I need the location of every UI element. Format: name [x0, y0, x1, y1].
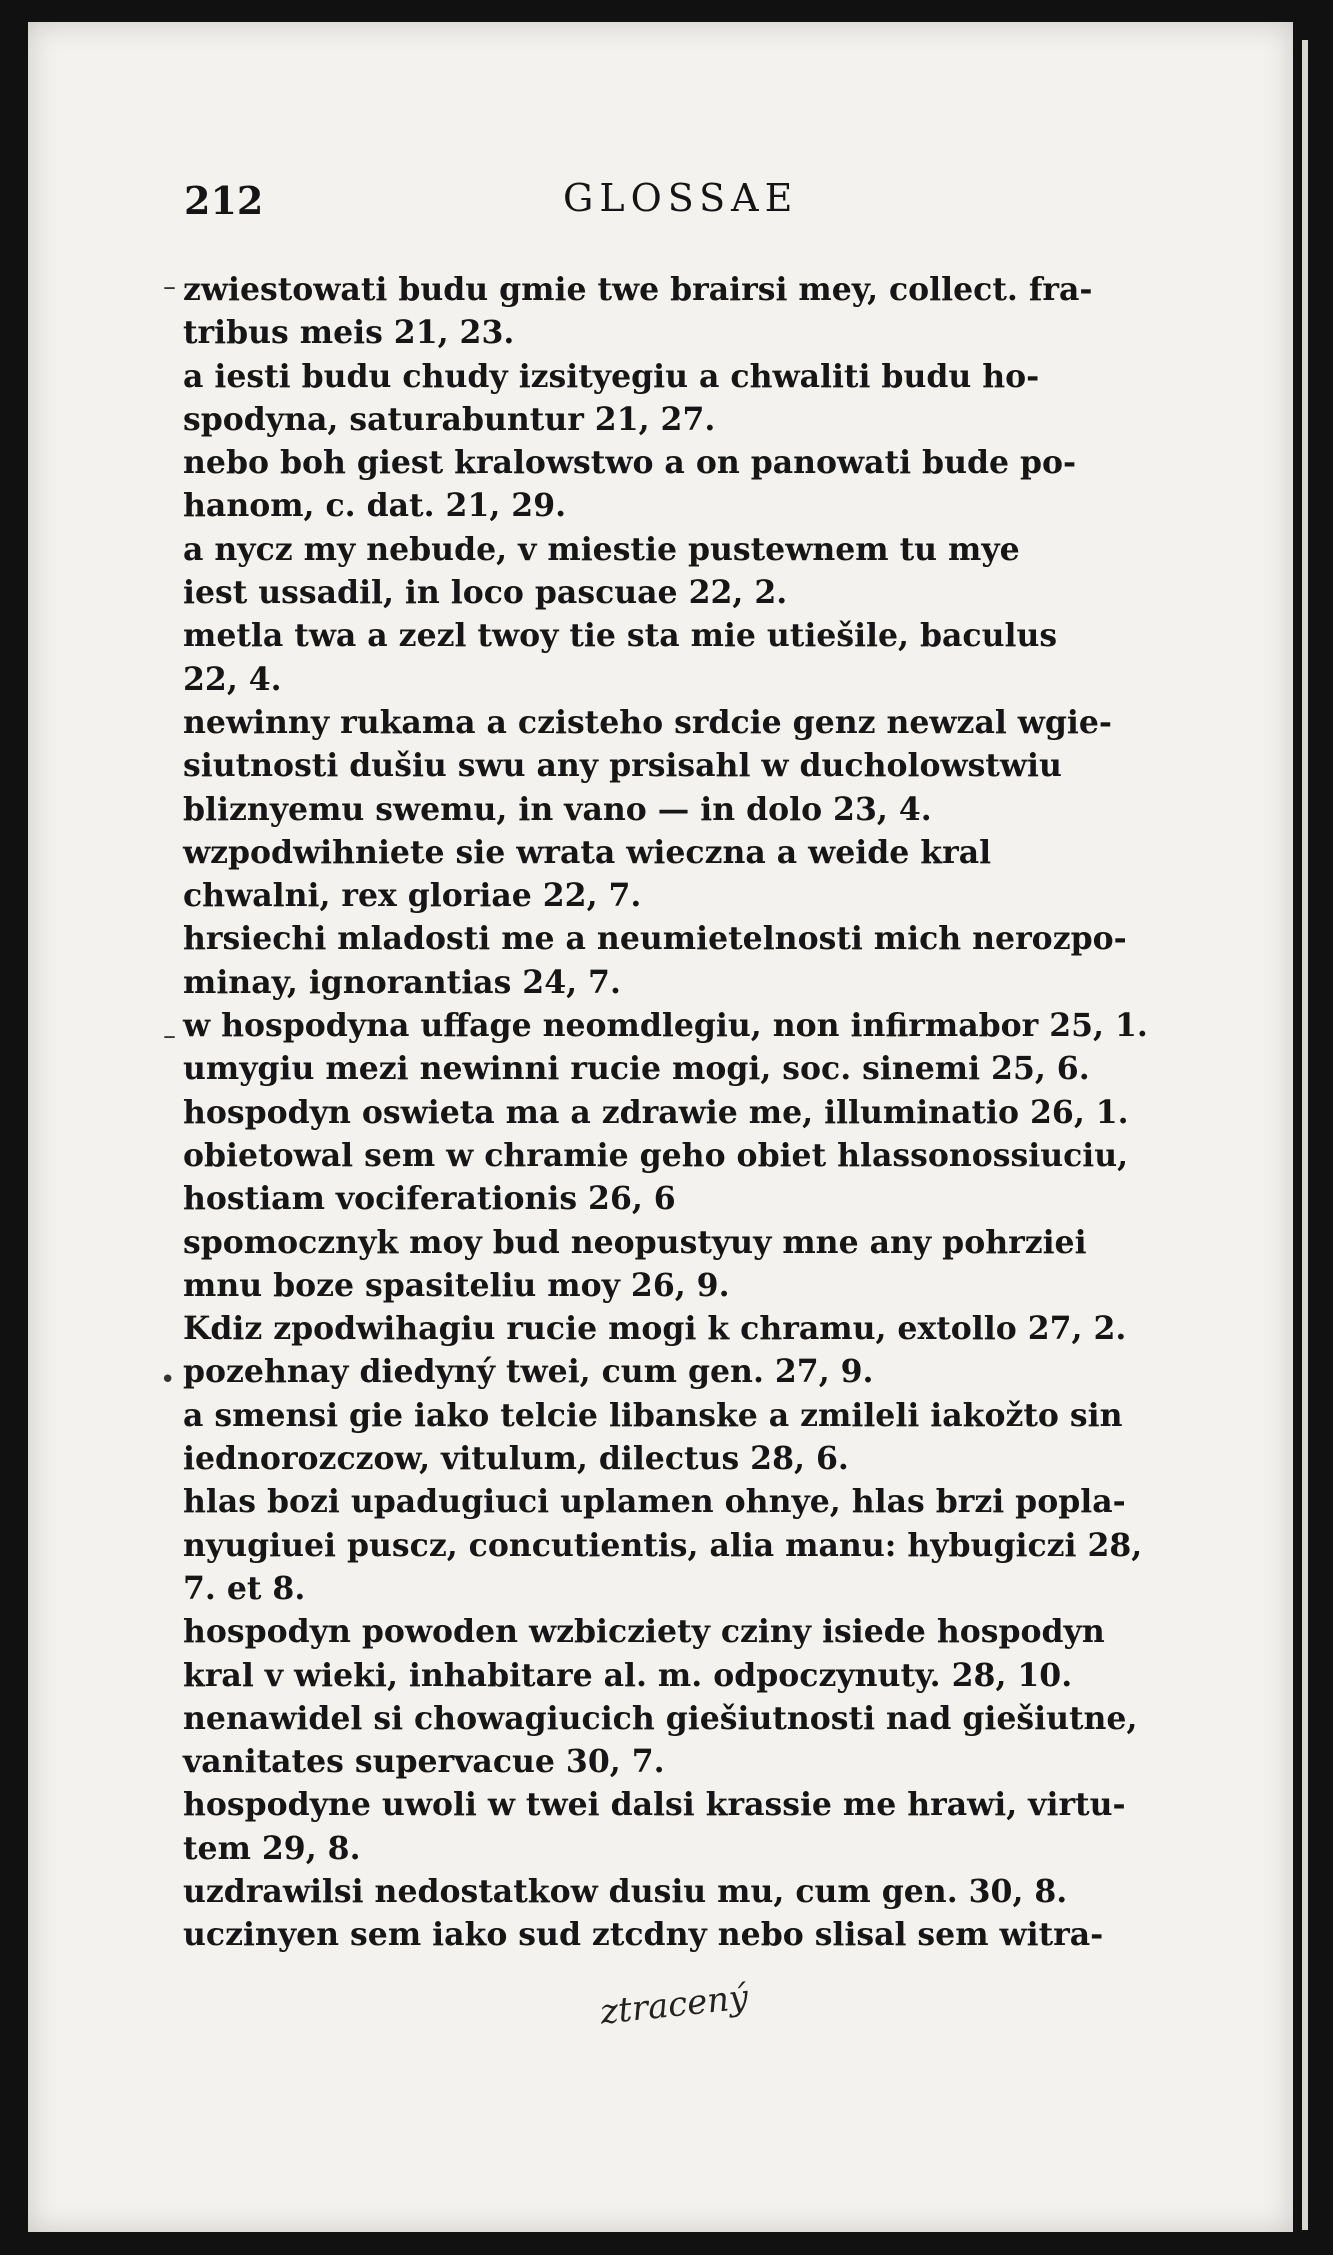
- margin-dash-mark: –: [163, 272, 176, 302]
- page-number: 212: [184, 178, 264, 223]
- text-line: a smensi gie iako telcie libanske a zmileli iakožto sin: [183, 1396, 1123, 1434]
- text-line: hlas bozi upadugiuci uplamen ohnye, hlas brzi popla-: [183, 1483, 1126, 1521]
- text-line: nebo boh giest kralowstwo a on panowati bude po-: [183, 444, 1077, 482]
- text-line: Kdiz zpodwihagiu rucie mogi k chramu, extollo 27, 2.: [183, 1310, 1127, 1348]
- text-line: a iesti budu chudy izsityegiu a chwaliti budu ho-: [183, 357, 1040, 395]
- text-line: kral v wieki, inhabitare al. m. odpoczynuty. 28, 10.: [183, 1656, 1073, 1694]
- running-title: GLOSSAE: [563, 176, 799, 220]
- text-line: hanom, c. dat. 21, 29.: [183, 487, 567, 525]
- text-line: spodyna, saturabuntur 21, 27.: [183, 400, 716, 438]
- handwritten-note: ztracený: [598, 1977, 751, 2033]
- text-line: uczinyen sem iako sud ztcdny nebo slisal sem witra-: [183, 1916, 1104, 1954]
- text-line: hostiam vociferationis 26, 6: [183, 1180, 676, 1218]
- page-header: [158, 170, 1208, 230]
- text-line: 22, 4.: [183, 660, 282, 698]
- text-line: minay, ignorantias 24, 7.: [183, 963, 621, 1001]
- text-line: 7. et 8.: [183, 1569, 306, 1607]
- text-line: hospodyne uwoli w twei dalsi krassie me hrawi, virtu-: [183, 1786, 1126, 1824]
- text-line: nenawidel si chowagiucich giešiutnosti nad giešiutne,: [183, 1699, 1138, 1737]
- text-line: mnu boze spasiteliu moy 26, 9.: [183, 1266, 730, 1304]
- margin-dash-mark: –: [163, 1021, 176, 1051]
- text-line: iednorozczow, vitulum, dilectus 28, 6.: [183, 1440, 849, 1478]
- text-line: zwiestowati budu gmie twe brairsi mey, collect. fra-: [183, 271, 1093, 308]
- text-line: bliznyemu swemu, in vano — in dolo 23, 4.: [183, 790, 932, 828]
- text-line: hrsiechi mladosti me a neumietelnosti mich nerozpo-: [183, 920, 1127, 958]
- text-line: a nycz my nebude, v miestie pustewnem tu mye: [183, 530, 1020, 568]
- text-line: obietowal sem w chramie geho obiet hlassonossiuciu,: [183, 1136, 1129, 1174]
- text-line: w hospodyna uffage neomdlegiu, non infirmabor 25, 1.: [183, 1007, 1148, 1045]
- text-line: iest ussadil, in loco pascuae 22, 2.: [183, 574, 788, 612]
- text-line: metla twa a zezl twoy tie sta mie utiešile, baculus: [183, 617, 1058, 655]
- margin-dot-mark: •: [160, 1365, 176, 1395]
- text-line: chwalni, rex gloriae 22, 7.: [183, 877, 642, 915]
- text-line: newinny rukama a czisteho srdcie genz newzal wgie-: [183, 703, 1113, 741]
- text-line: vanitates supervacue 30, 7.: [183, 1743, 665, 1781]
- text-line: pozehnay diedyný twei, cum gen. 27, 9.: [183, 1353, 874, 1391]
- text-line: umygiu mezi newinni rucie mogi, soc. sinemi 25, 6.: [183, 1050, 1090, 1088]
- text-line: siutnosti dušiu swu any prsisahl w ducholowstwiu: [183, 747, 1062, 785]
- text-line: spomocznyk moy bud neopustyuy mne any pohrziei: [183, 1223, 1087, 1261]
- text-line: tribus meis 21, 23.: [183, 314, 515, 352]
- adjacent-page-edge: [1302, 40, 1308, 2230]
- glossary-text: [183, 268, 1208, 1957]
- text-line: uzdrawilsi nedostatkow dusiu mu, cum gen. 30, 8.: [183, 1872, 1068, 1910]
- text-line: hospodyn powoden wzbicziety cziny isiede hospodyn: [183, 1613, 1105, 1651]
- text-line: tem 29, 8.: [183, 1829, 361, 1867]
- text-line: hospodyn oswieta ma a zdrawie me, illuminatio 26, 1.: [183, 1093, 1129, 1131]
- text-line: wzpodwihniete sie wrata wieczna a weide kral: [183, 833, 992, 871]
- text-line: nyugiuei puscz, concutientis, alia manu: hybugiczi 28,: [183, 1526, 1143, 1564]
